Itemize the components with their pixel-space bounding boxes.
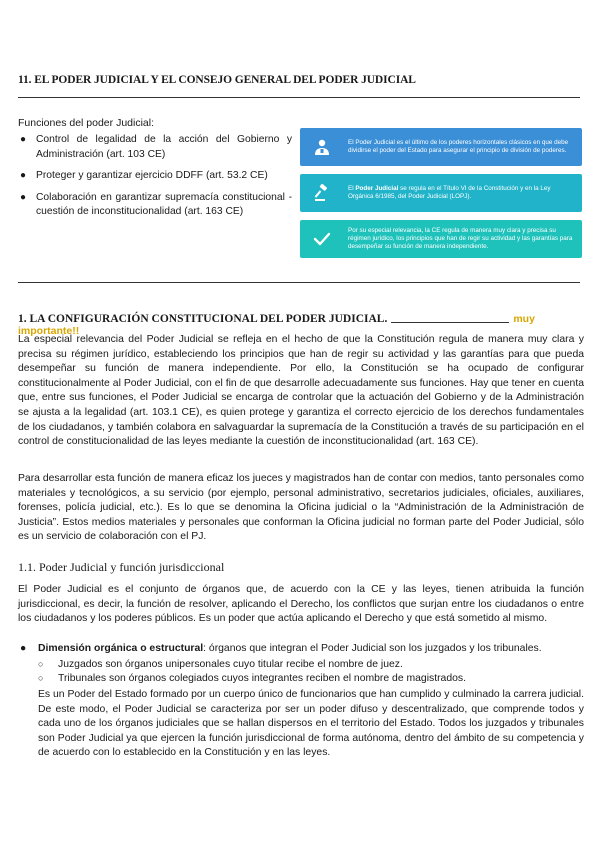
sub-list-item: ○ Tribunales son órganos colegiados cuyos integrantes reciben el nombre de magistrados. — [38, 673, 466, 684]
card-text: El Poder Judicial se regula en el Título VI de la Constitución y en la Ley Orgánica 6/1985, del Poder Judicial (LOPJ). — [348, 184, 551, 200]
paragraph: La especial relevancia del Poder Judicial se refleja en el hecho de que la Constitución regula de manera muy clara y precisa su régimen jurídico, estableciendo los principios que han de regir su actividad y las garantías para que pueda desempeñar su función de manera independiente. Por ello, la Constitución se ha ocupado de configurar constitucionalmente al Poder Judicial, con el fin de que desarrolle adecuadamente sus funciones. Hay que tener en cuenta que, entre sus funciones, el Poder Judicial se encarga de controlar que la actuación del Gobierno y de la Administración se ajusta a la legalidad (art. 103.1 CE), es quien protege y garantiza el correcto ejercicio de los derechos fundamentales de los ciudadanos, y también colabora en salvaguardar la supremacía de la Constitución a través de su participación en el control de constitucionalidad de las leyes mediante la cuestión de inconstitucionalidad (art. 163 CE). — [18, 334, 584, 448]
sub-list-item: ○ Juzgados son órganos unipersonales cuyo titular recibe el nombre de juez. — [38, 659, 403, 670]
divider — [18, 282, 580, 283]
divider — [18, 97, 580, 98]
dimension-item: ● Dimensión orgánica o estructural: órganos que integran el Poder Judicial son los juzgados y los tribunales. — [20, 643, 542, 654]
paragraph: Es un Poder del Estado formado por un cuerpo único de funcionarios que han cumplido y culminado la carrera judicial. De este modo, el Poder Judicial se caracteriza por ser un poder difuso y descentralizado, que comprende todos y cada uno de los órganos judiciales que se hallan dispersos en el territorio del Estado. Todos los juzgados y tribunales son Poder Judicial ya que ejercen la función jurisdiccional de forma autónoma, dentro del ámbito de su competencia y de acuerdo con lo establecido en la Constitución y en las leyes. — [38, 689, 584, 759]
info-card-relevance — [300, 220, 582, 258]
info-card-regulation — [300, 174, 582, 212]
info-card-division — [300, 128, 582, 166]
card-text: El Poder Judicial es el último de los poderes horizontales clásicos en que debe dividirse el poder del Estado para asegurar el principio de división de poderes. — [348, 138, 569, 154]
judge-icon — [300, 128, 344, 166]
important-note: muy importante!! — [18, 313, 535, 337]
list-item: ● Colaboración en garantizar supremacía constitucional - cuestión de inconstitucionalidad (art. 163 CE) — [20, 191, 292, 217]
paragraph: Para desarrollar esta función de manera eficaz los jueces y magistrados han de contar con medios, tanto personales como materiales y tecnológicos, a su servicio (por ejemplo, personal administrativo, secretarios judiciales, oficiales, auxiliares, forenses, policía judicial, etc.). Es lo que se denomina la Oficina judicial o la “Administración de la Administración de Justicia”. Estos medios materiales y personales que conforman la Oficina judicial no forman parte del Poder Judicial, sólo es un servicio de colaboración con el PJ. — [18, 473, 584, 543]
subsection-heading: 1.1. Poder Judicial y función jurisdiccional — [18, 560, 225, 574]
card-text: Por su especial relevancia, la CE regula de manera muy clara y precisa su régimen jurídico, los principios que han de regir su actividad y las garantías para desempeñar su función de manera independiente. — [348, 226, 573, 251]
paragraph: El Poder Judicial es el conjunto de órganos que, de acuerdo con la CE y las leyes, tienen atribuida la función jurisdiccional, es decir, la función de resolver, aplicando el Derecho, los conflictos que surjan entre los ciudadanos o entre los ciudadanos y los poderes públicos. Es un poder que actúa aplicando el Derecho y que está sometido al mismo. — [18, 584, 584, 625]
functions-list — [18, 133, 292, 227]
section-title: 11. EL PODER JUDICIAL Y EL CONSEJO GENERAL DEL PODER JUDICIAL — [18, 74, 416, 86]
list-item: ● Proteger y garantizar ejercicio DDFF (art. 53.2 CE) — [20, 170, 268, 181]
check-icon — [300, 220, 344, 258]
dimension-label: Dimensión orgánica o estructural — [38, 643, 204, 654]
functions-intro: Funciones del poder Judicial: — [18, 117, 154, 129]
list-item: ● Control de legalidad de la acción del Gobierno y Administración (art. 103 CE) — [20, 134, 292, 160]
gavel-icon — [300, 174, 344, 212]
section-heading: 1. LA CONFIGURACIÓN CONSTITUCIONAL DEL PODER JUDICIAL. muy importante!! — [18, 313, 535, 337]
